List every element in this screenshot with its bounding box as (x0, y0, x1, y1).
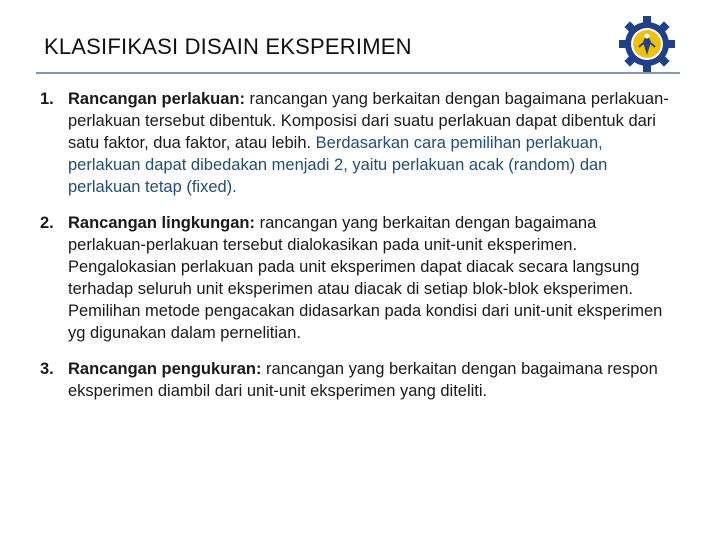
item-term: Rancangan pengukuran: (68, 360, 262, 378)
institution-logo-icon (617, 14, 677, 74)
item-extra: Berdasarkan cara pemilihan perlakuan, perlakuan dapat dibedakan menjadi 2, yaitu perlakuan acak (random) dan perlakuan tetap (fixed). (68, 134, 608, 196)
title-divider (36, 72, 680, 74)
item-term: Rancangan perlakuan: (68, 90, 245, 108)
item-number: 1. (40, 90, 54, 108)
item-term: Rancangan lingkungan: (68, 214, 256, 232)
list-item (40, 358, 676, 402)
content-list (40, 88, 676, 416)
item-description: rancangan yang berkaitan dengan bagaimana perlakuan-perlakuan tersebut dialokasikan pada unit-unit eksperimen. Pengalokasian perlakuan pada unit eksperimen dapat diacak secara langsung terhadap seluruh unit eksperimen atau diacak di setiap blok-blok eksperimen. Pemilihan metode pengacakan didasarkan pada kondisi dari unit-unit eksperimen yg digunakan dalam pernelitian. (68, 214, 663, 342)
slide-title: KLASIFIKASI DISAIN EKSPERIMEN (44, 34, 412, 59)
list-item (40, 212, 676, 344)
list-item (40, 88, 676, 198)
item-text (68, 212, 676, 344)
item-text (68, 88, 676, 198)
item-text (68, 358, 676, 402)
item-number: 2. (40, 214, 54, 232)
item-description: rancangan yang berkaitan dengan bagaimana respon eksperimen diambil dari unit-unit eksperimen yang diteliti. (68, 360, 658, 400)
item-number: 3. (40, 360, 54, 378)
item-description: rancangan yang berkaitan dengan bagaimana perlakuan-perlakuan tersebut dibentuk. Komposisi dari suatu perlakuan dapat dibentuk dari satu faktor, dua faktor, atau lebih. (68, 90, 669, 152)
